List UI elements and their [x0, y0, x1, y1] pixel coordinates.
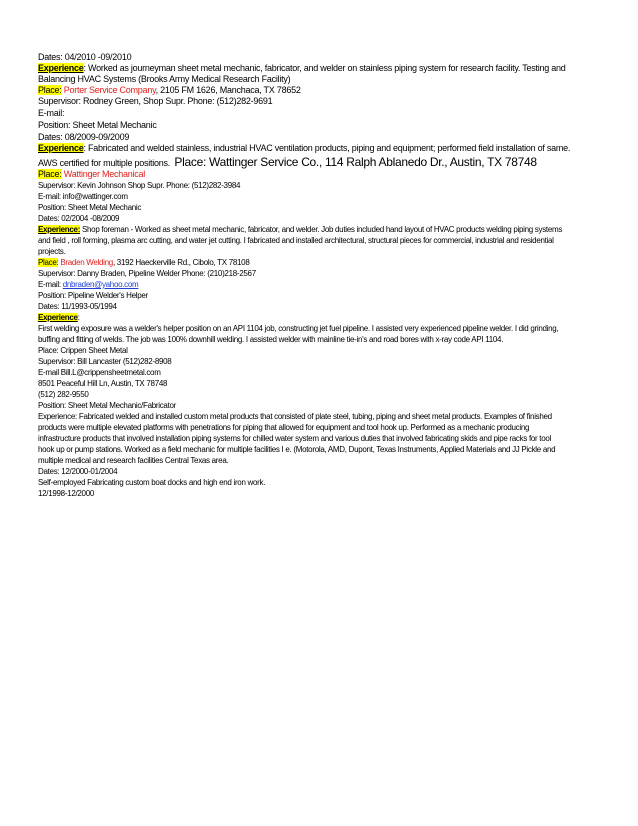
experience-label: Experience — [38, 143, 84, 153]
job6-dates: 12/1998-12/2000 — [38, 489, 95, 498]
job1-supervisor: Supervisor: Rodney Green, Shop Supr. Phone: (512)282-9691 — [38, 96, 273, 106]
job2-experience: Experience: Fabricated and welded stainless, industrial HVAC ventilation products, piping and equipment; performed field installation of same. — [38, 143, 571, 153]
company-name: Braden Welding — [60, 258, 113, 267]
job4-address: 8501 Peaceful Hill Ln, Austin, TX 78748 — [38, 379, 168, 388]
job5-description: Self-employed Fabricating custom boat docks and high end iron work. — [38, 478, 266, 487]
email-link[interactable]: dnbraden@yahoo.com — [62, 280, 139, 289]
job1-experience-cont: Balancing HVAC Systems (Brooks Army Medical Research Facility) — [38, 74, 291, 84]
job4-place: Place: Crippen Sheet Metal — [38, 346, 128, 355]
company-name: Porter Service Company — [63, 85, 156, 95]
job4-experience: First welding exposure was a welder's helper position on an API 1104 job, constructing jet fuel pipeline. I assisted very experienced pipeline welder. I did grinding, — [38, 324, 559, 333]
job3-experience-cont: and field , roll forming, plasma arc cutting, and water jet cutting. I fabricated and installed architectural, structural pieces for commercial, industrial and residential — [38, 236, 554, 245]
job4-dates: Dates: 11/1993-05/1994 — [38, 302, 117, 311]
job3-place: Place: Braden Welding, 3192 Haeckerville Rd., Cibolo, TX 78108 — [38, 258, 250, 267]
job2-place-large: Place: Wattinger Service Co., 114 Ralph Ablanedo Dr., Austin, TX 78748 — [174, 155, 537, 169]
job3-dates: Dates: 02/2004 -08/2009 — [38, 214, 120, 223]
job4-experience-full-1: Experience: Fabricated welded and installed custom metal products that consisted of plate steel, tubing, piping and sheet metal products. Examples of finished — [38, 412, 552, 421]
job3-experience-cont2: projects. — [38, 247, 66, 256]
job4-experience-full-3: infrastructure products that involved installation piping systems for chilled water system and various duties that involved fabricating skids and pipe racks for tool — [38, 434, 552, 443]
job4-position: Position: Sheet Metal Mechanic/Fabricator — [38, 401, 176, 410]
job4-experience-full-2: products were multiple elevated platforms with penetrations for piping that allowed for equipment and tool hook up. Performed as a mechanic producing — [38, 423, 530, 432]
job4-supervisor: Supervisor: Bill Lancaster (512)282-8908 — [38, 357, 172, 366]
job1-position: Position: Sheet Metal Mechanic — [38, 120, 157, 130]
job3-email: E-mail: dnbraden@yahoo.com — [38, 280, 139, 289]
place-label: Place: — [38, 169, 62, 179]
job2-email: E-mail: info@wattinger.com — [38, 192, 128, 201]
job4-phone: (512) 282-9550 — [38, 390, 89, 399]
job4-email: E-mail Bill.L@crippensheetmetal.com — [38, 368, 161, 377]
job5-dates: Dates: 12/2000-01/2004 — [38, 467, 118, 476]
job1-email: E-mail: — [38, 108, 65, 118]
job1-place: Place: Porter Service Company, 2105 FM 1626, Manchaca, TX 78652 — [38, 85, 301, 95]
job4-experience-label-line: Experience: — [38, 313, 80, 322]
job4-experience-full-4: hook up or pump stations. Worked as a field mechanic for multiple facilities I e. (Motorola, AMD, Dupont, Texas Instruments, Applied Materials and JJ Pickle and — [38, 445, 556, 454]
job3-position: Position: Pipeline Welder's Helper — [38, 291, 148, 300]
job1-dates: Dates: 04/2010 -09/2010 — [38, 52, 132, 62]
place-label: Place: — [38, 85, 62, 95]
job1-experience: Experience: Worked as journeyman sheet metal mechanic, fabricator, and welder on stainless piping system for research facility. Testing and — [38, 63, 566, 73]
experience-label: Experience — [38, 313, 78, 322]
job3-experience: Experience: Shop foreman - Worked as sheet metal mechanic, fabricator, and welder. Job duties included hand layout of HVAC products welding piping systems — [38, 225, 563, 234]
experience-label: Experience: — [38, 225, 81, 234]
experience-label: Experience — [38, 63, 84, 73]
place-label: Place: — [38, 258, 59, 267]
job2-dates: Dates: 08/2009-09/2009 — [38, 132, 130, 142]
job2-supervisor: Supervisor: Kevin Johnson Shop Supr. Phone: (512)282-3984 — [38, 181, 241, 190]
job2-place — [38, 169, 145, 180]
job3-supervisor: Supervisor: Danny Braden, Pipeline Welder Phone: (210)218-2567 — [38, 269, 256, 278]
job2-position: Position: Sheet Metal Mechanic — [38, 203, 142, 212]
job4-experience-cont: buffing and fitting of welds. The job was 100% downhill welding. I assisted welder with mainline tie-in's and road bores with x-ray code API 1104. — [38, 335, 504, 344]
job2-experience-cont: AWS certified for multiple positions. Place: Wattinger Service Co., 114 Ralph Ablanedo Dr., Austin, TX 78748 — [38, 155, 537, 169]
company-name: Wattinger Mechanical — [63, 169, 145, 179]
job4-experience-full-5: multiple medical and research facilities Central Texas area. — [38, 456, 229, 465]
